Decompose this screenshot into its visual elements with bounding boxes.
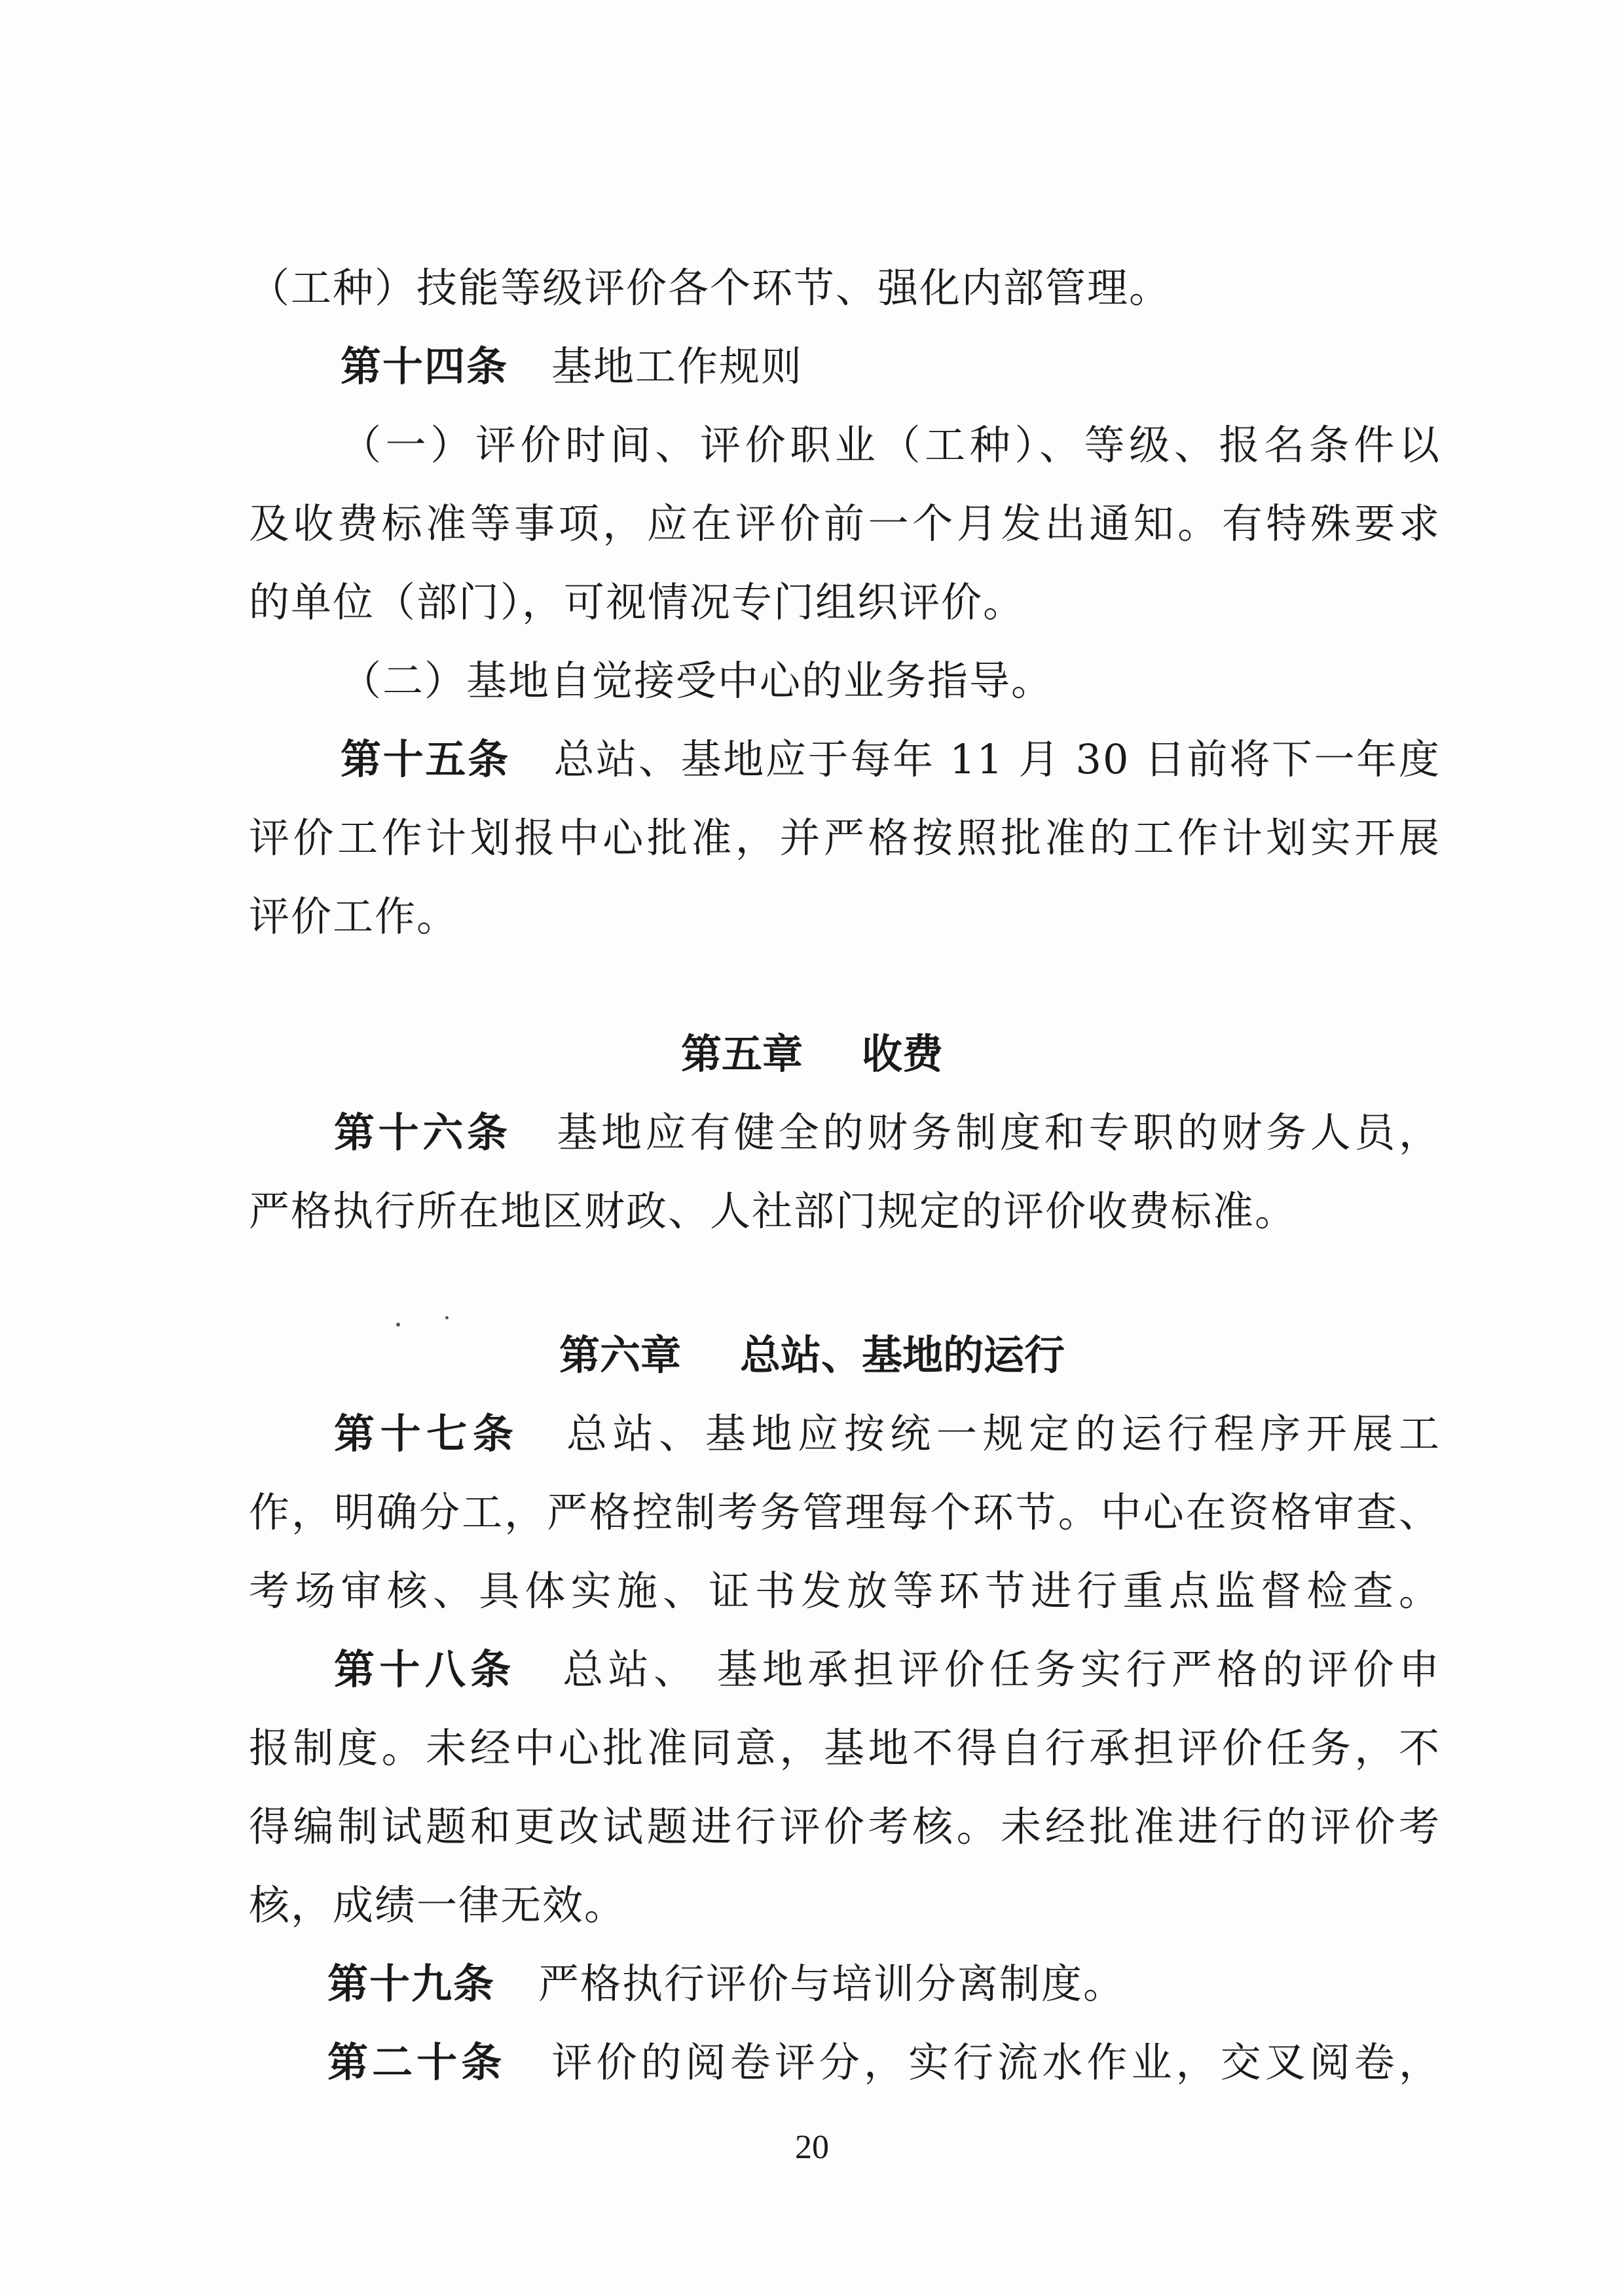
chapter-title: 总站、基地的运行	[740, 1331, 1065, 1379]
chapter-title: 收费	[862, 1030, 944, 1078]
text-line: 报制度。未经中心批准同意，基地不得自行承担评价任务，不	[249, 1724, 1441, 1772]
page-number: 20	[795, 2129, 829, 2166]
article-text: 总站、基地应按统一规定的运行程序开展工	[562, 1410, 1441, 1458]
text-line: （工种）技能等级评价各个环节、强化内部管理。	[249, 264, 1172, 312]
text-line: 得编制试题和更改试题进行评价考核。未经批准进行的评价考	[249, 1803, 1441, 1850]
article-label: 第十四条	[341, 342, 509, 390]
article-label: 第十九条	[327, 1960, 496, 2008]
article-text: 总站、 基地承担评价任务实行严格的评价申	[559, 1645, 1441, 1693]
text-line: 严格执行所在地区财政、人社部门规定的评价收费标准。	[249, 1187, 1297, 1235]
article-title: 基地工作规则	[551, 342, 803, 390]
article-16-first-line	[334, 1107, 1441, 1159]
article-text: 评价的阅卷评分，实行流水作业，交叉阅卷，	[549, 2038, 1441, 2086]
text-line: 作，明确分工，严格控制考务管理每个环节。中心在资格审查、	[249, 1488, 1441, 1536]
text-line: （二）基地自觉接受中心的业务指导。	[341, 657, 1054, 705]
article-20-first-line	[327, 2036, 1441, 2089]
scan-speck	[445, 1316, 449, 1319]
article-17-first-line	[334, 1408, 1441, 1460]
article-label: 第二十条	[327, 2038, 506, 2086]
chapter-label: 第六章	[559, 1331, 681, 1379]
text-line: 评价工作计划报中心批准，并严格按照批准的工作计划实开展	[249, 814, 1441, 862]
article-15-first-line	[341, 733, 1441, 786]
article-label: 第十五条	[341, 735, 510, 783]
article-18-first-line	[334, 1643, 1441, 1696]
chapter-6-heading	[0, 1329, 1624, 1382]
text-line: 核，成绩一律无效。	[249, 1881, 627, 1929]
text-line: 考场审核、具体实施、证书发放等环节进行重点监督检查。	[249, 1567, 1441, 1615]
scan-speck	[396, 1323, 400, 1327]
article-label: 第十六条	[334, 1109, 511, 1156]
article-label: 第十八条	[334, 1645, 516, 1693]
text-line: （一）评价时间、评价职业（工种）、等级、报名条件以	[341, 421, 1441, 469]
article-text: 总站、基地应于每年 11 月 30 日前将下一年度	[553, 735, 1441, 783]
text-line: 及收费标准等事项，应在评价前一个月发出通知。有特殊要求	[249, 500, 1441, 547]
article-label: 第十七条	[334, 1410, 519, 1458]
chapter-5-heading	[0, 1028, 1624, 1080]
text-line: 评价工作。	[249, 892, 459, 940]
article-19-line	[327, 1958, 1125, 2010]
chapter-label: 第五章	[680, 1030, 803, 1078]
article-text: 基地应有健全的财务制度和专职的财务人员，	[554, 1109, 1441, 1156]
article-text: 严格执行评价与培训分离制度。	[538, 1960, 1126, 2008]
text-line: 的单位（部门），可视情况专门组织评价。	[249, 578, 1025, 626]
article-14-heading	[341, 340, 803, 393]
